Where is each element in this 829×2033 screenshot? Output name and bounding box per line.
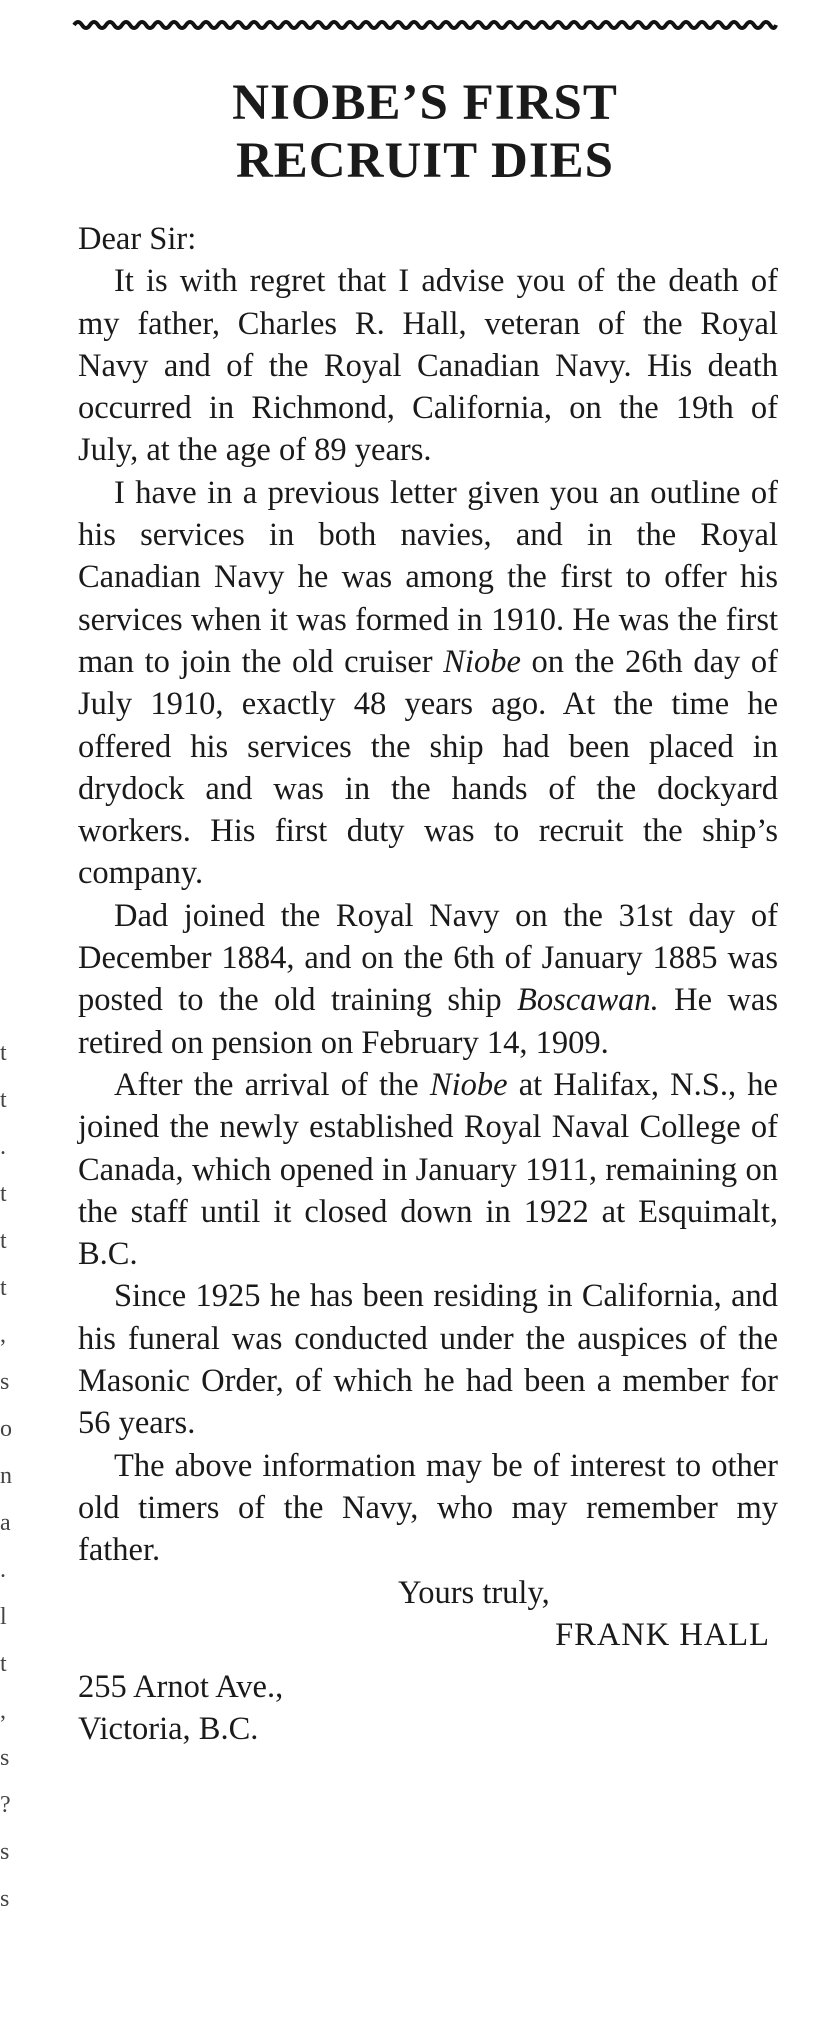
edge-fragment: t: [0, 1181, 7, 1207]
italic-ship-name: Boscawan.: [517, 982, 659, 1019]
paragraph-text: I have in a previous letter given you an outline of his services in both navies, and in the Royal Canadian Navy he was among the first to offer his services when it was formed in 1910. He was the first man to join the old cruiser: [78, 474, 778, 680]
letter-paragraph: [78, 1275, 778, 1444]
headline-line-2: RECRUIT DIES: [235, 133, 615, 189]
edge-fragment: s: [0, 1745, 10, 1771]
headline-line-1: NIOBE’S FIRST: [232, 75, 618, 131]
closing-line: Yours truly,: [398, 1574, 550, 1611]
paragraph-text: at Halifax, N.S., he joined the newly established Royal Naval College of Canada, which opened in January 1911, remaining on the staff until it closed down in 1922 at Esquimalt, B.C.: [78, 1066, 778, 1273]
letter-paragraph: [78, 1064, 778, 1275]
edge-fragment: ,: [0, 1322, 6, 1348]
edge-fragment: t: [0, 1275, 7, 1301]
edge-fragment: s: [0, 1369, 10, 1395]
paragraph-text: After the arrival of the: [114, 1066, 430, 1103]
salutation: Dear Sir:: [78, 221, 197, 257]
edge-fragment: n: [0, 1463, 12, 1489]
edge-fragment: s: [0, 1886, 10, 1912]
paragraph-text: Since 1925 he has been residing in California, and his funeral was conducted under the auspices of the Masonic Order, of which he had been a member for 56 years.: [78, 1278, 778, 1442]
letter-body: [78, 218, 778, 1751]
letter-paragraph: [78, 1445, 778, 1572]
edge-fragment: ?: [0, 1792, 11, 1818]
edge-fragment: .: [0, 1134, 6, 1160]
edge-fragment: t: [0, 1228, 7, 1254]
italic-ship-name: Niobe: [429, 1066, 508, 1103]
signature-name: FRANK HALL: [555, 1616, 770, 1653]
letter-paragraph: [78, 895, 778, 1064]
edge-fragment: t: [0, 1651, 7, 1677]
edge-fragment: l: [0, 1604, 7, 1630]
paragraph-text: He was retired on pension on February 14, 1909.: [78, 982, 778, 1061]
edge-fragment: s: [0, 1839, 10, 1865]
edge-fragment: a: [0, 1510, 11, 1536]
edge-fragment: t: [0, 1087, 7, 1113]
paragraph-text: on the 26th day of July 1910, exactly 48 years ago. At the time he offered his services the ship had been placed in drydock and was in the hands of the dockyard workers. His first duty was to recruit the ship’s company.: [78, 643, 779, 892]
decorative-wavy-rule: [74, 16, 776, 34]
italic-ship-name: Niobe: [443, 643, 521, 680]
letter-paragraph: [78, 472, 778, 895]
edge-fragment: t: [0, 1040, 7, 1066]
sender-address: [78, 1666, 778, 1751]
edge-fragment: ,: [0, 1698, 6, 1724]
paragraph-text: Dad joined the Royal Navy on the 31st day of December 1884, and on the 6th of January 1885 was posted to the old training ship: [78, 897, 778, 1019]
address-line-2: Victoria, B.C.: [78, 1711, 259, 1748]
edge-fragment: o: [0, 1416, 12, 1442]
paragraph-text: It is with regret that I advise you of the death of my father, Charles R. Hall, veteran of the Royal Navy and of the Royal Canadian Navy. His death occurred in Richmond, California, on the 19th of July, at the age of 89 years.: [78, 263, 778, 469]
letter-paragraph: [78, 260, 778, 471]
edge-fragment: .: [0, 1557, 6, 1583]
adjacent-column-fragments: [0, 1030, 10, 2000]
paragraph-text: The above information may be of interest to other old timers of the Navy, who may remember my father.: [78, 1447, 778, 1569]
article-headline: [74, 74, 776, 190]
letter-paragraphs: [78, 260, 778, 1571]
address-line-1: 255 Arnot Ave.,: [78, 1669, 284, 1706]
